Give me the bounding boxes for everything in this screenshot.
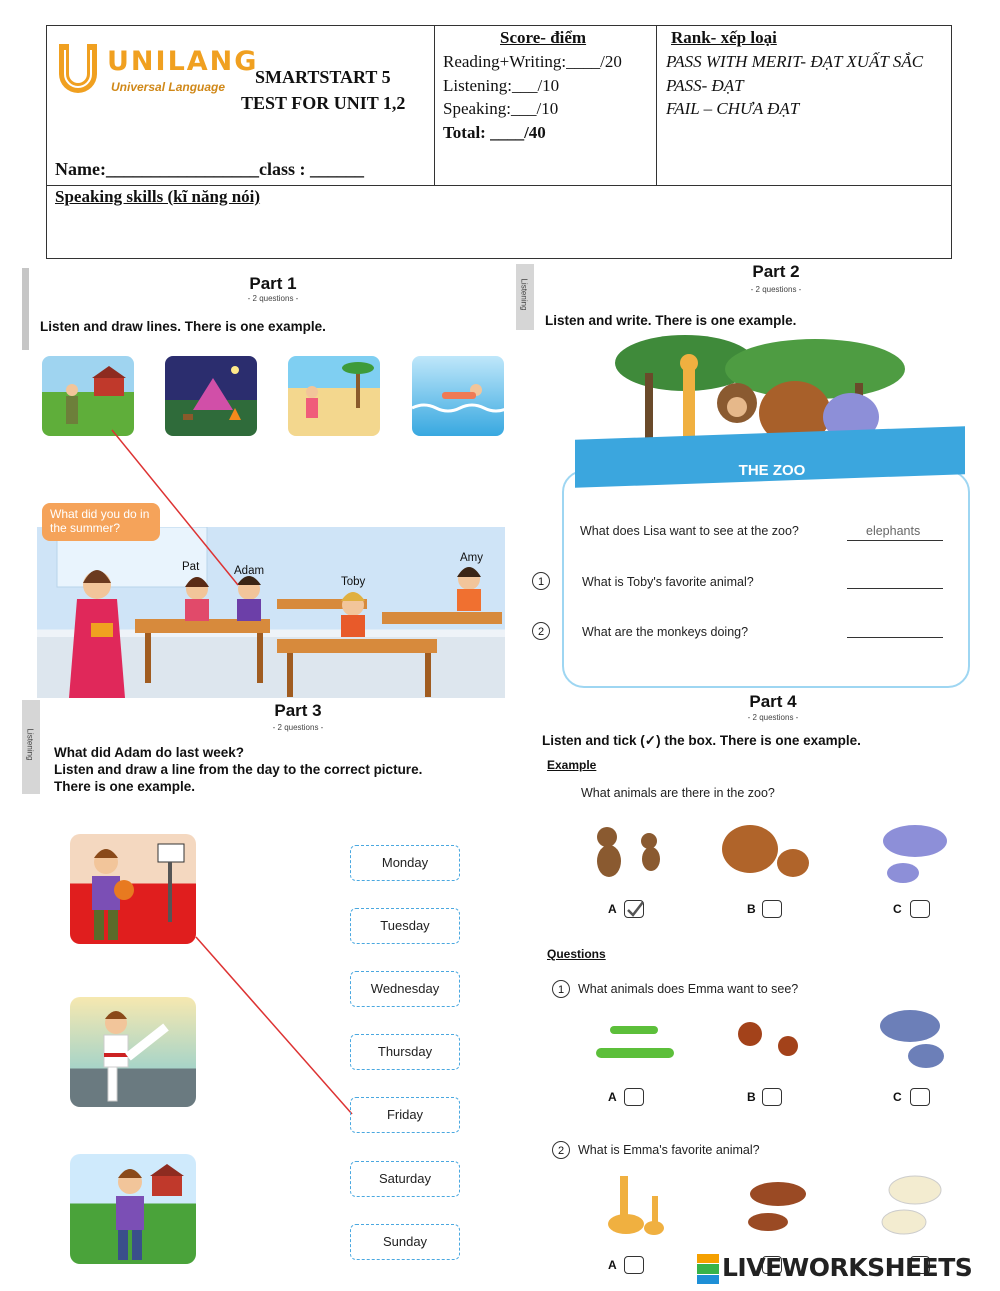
score-reading-writing[interactable]: Reading+Writing:____/20 — [443, 52, 622, 71]
option-label-a: A — [608, 1258, 617, 1272]
example-checkbox-a-checked[interactable] — [624, 900, 644, 918]
speaking-heading: Speaking skills (kĩ năng nói) — [55, 187, 261, 206]
part3-side-label: Listening — [25, 728, 35, 761]
logo-name: UNILANG — [107, 46, 259, 77]
part3-instruction-line: Listen and draw a line from the day to the correct picture. — [54, 762, 423, 777]
rank-pass: PASS- ĐẠT — [666, 75, 744, 95]
part4-example-question: What animals are there in the zoo? — [581, 786, 775, 800]
student-name-toby: Toby — [341, 576, 366, 588]
part2-question-1: What is Toby's favorite animal? — [582, 575, 754, 589]
question-number-1: 1 — [532, 572, 550, 590]
score-heading: Score- điểm — [500, 28, 587, 47]
name-class-field[interactable]: Name:_________________class : ______ — [55, 159, 364, 179]
day-friday[interactable]: Friday — [350, 1097, 460, 1133]
q2-checkbox-a[interactable] — [624, 1256, 644, 1274]
q1-checkbox-c[interactable] — [910, 1088, 930, 1106]
part4-subtitle: - 2 questions - — [747, 713, 799, 722]
q1-checkbox-a[interactable] — [624, 1088, 644, 1106]
answer-line-1[interactable] — [847, 588, 943, 589]
part3-instruction — [54, 744, 422, 795]
question-number-2: 2 — [532, 622, 550, 640]
option-label-a: A — [608, 1090, 617, 1104]
score-total[interactable]: Total: ____/40 — [443, 122, 546, 142]
part2-side-label: Listening — [519, 278, 529, 311]
zoo-banner-text: THE ZOO — [738, 462, 806, 479]
part3-title: Part 3 — [274, 701, 322, 720]
option-label-b: B — [747, 902, 756, 916]
test-title: TEST FOR UNIT 1,2 — [241, 93, 406, 113]
part4-example-label: Example — [547, 758, 597, 772]
speech-bubble: What did you do in the summer? — [42, 503, 160, 541]
part3-instruction-line: What did Adam do last week? — [54, 745, 245, 760]
part4-title: Part 4 — [749, 692, 797, 711]
picture-basketball[interactable] — [70, 834, 196, 944]
picture-farm[interactable] — [70, 1154, 196, 1264]
part4-question-1: What animals does Emma want to see? — [578, 982, 799, 996]
part4-question-2: What is Emma's favorite animal? — [578, 1143, 760, 1157]
picture-karate[interactable] — [70, 997, 196, 1107]
farm-boy-picture-icon — [70, 1154, 196, 1264]
rank-heading: Rank- xếp loại — [671, 28, 777, 47]
example-animals-icon — [585, 815, 955, 890]
rank-fail: FAIL – CHƯA ĐẠT — [666, 99, 800, 118]
q2-animals-icon — [590, 1170, 955, 1246]
part3-subtitle: - 2 questions - — [272, 723, 324, 732]
part2-example-answer: elephants — [866, 524, 921, 538]
part4-question-number-2: 2 — [552, 1141, 570, 1159]
score-listening[interactable]: Listening:___/10 — [443, 75, 560, 95]
example-checkbox-c[interactable] — [910, 900, 930, 918]
part2-subtitle: - 2 questions - — [750, 285, 802, 294]
checkmark-icon — [625, 901, 645, 919]
option-label-b: B — [747, 1090, 756, 1104]
student-name-adam: Adam — [234, 565, 265, 577]
part1-title: Part 1 — [249, 274, 297, 293]
score-speaking[interactable]: Speaking:___/10 — [443, 99, 559, 118]
rank-merit: PASS WITH MERIT- ĐẠT XUẤT SẮC — [666, 52, 924, 71]
example-checkbox-b[interactable] — [762, 900, 782, 918]
basketball-picture-icon — [70, 834, 196, 944]
part2-example-question: What does Lisa want to see at the zoo? — [580, 524, 799, 538]
day-monday[interactable]: Monday — [350, 845, 460, 881]
q1-animals-icon — [592, 1010, 952, 1080]
option-label-c: C — [893, 902, 902, 916]
karate-picture-icon — [70, 997, 196, 1107]
answer-line-2[interactable] — [847, 637, 943, 638]
day-sunday[interactable]: Sunday — [350, 1224, 460, 1260]
student-name-pat: Pat — [182, 561, 200, 573]
part3-example-line — [196, 937, 352, 1114]
day-tuesday[interactable]: Tuesday — [350, 908, 460, 944]
part4-instruction: Listen and tick (✓) the box. There is one example. — [542, 733, 861, 748]
option-label-a: A — [608, 902, 617, 916]
q1-checkbox-b[interactable] — [762, 1088, 782, 1106]
part2-question-2: What are the monkeys doing? — [582, 625, 749, 639]
liveworksheets-watermark: LIVEWORKSHEETS — [722, 1253, 973, 1282]
day-wednesday[interactable]: Wednesday — [350, 971, 460, 1007]
liveworksheets-logo-icon — [697, 1254, 719, 1284]
answer-line — [847, 540, 943, 541]
part1-example-line — [112, 430, 238, 585]
part4-questions-label: Questions — [547, 947, 606, 961]
student-name-amy: Amy — [460, 552, 483, 564]
part4-question-number-1: 1 — [552, 980, 570, 998]
day-thursday[interactable]: Thursday — [350, 1034, 460, 1070]
part1-instruction: Listen and draw lines. There is one example. — [40, 319, 326, 334]
course-title: SMARTSTART 5 — [255, 67, 391, 87]
option-label-c: C — [893, 1090, 902, 1104]
part2-title: Part 2 — [752, 262, 800, 281]
part2-instruction: Listen and write. There is one example. — [545, 313, 797, 328]
part3-instruction-line: There is one example. — [54, 779, 196, 794]
day-saturday[interactable]: Saturday — [350, 1161, 460, 1197]
logo-tagline: Universal Language — [111, 80, 226, 94]
part1-subtitle: - 2 questions - — [247, 294, 299, 303]
